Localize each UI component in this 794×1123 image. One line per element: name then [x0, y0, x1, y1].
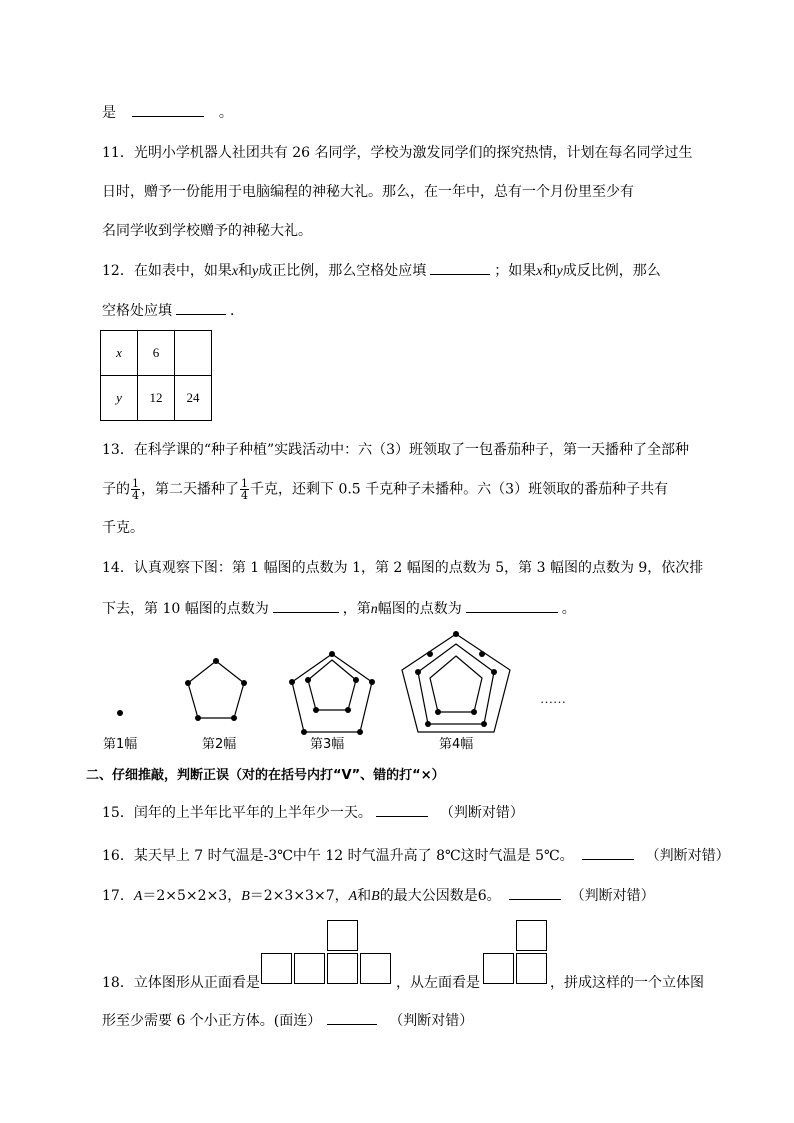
dot [415, 669, 421, 675]
dot [357, 729, 363, 735]
top-line [102, 102, 233, 123]
dot [481, 721, 487, 727]
fraction-numerator: 1 [241, 477, 248, 490]
q13-text: ，第二天播种了 [141, 481, 239, 498]
q15-text: 15．闰年的上半年比平年的上半年少一天。 [102, 805, 372, 821]
q13-text: 子的 [102, 481, 130, 498]
dot [491, 669, 497, 675]
table-cell: 24 [175, 376, 212, 421]
dot [305, 677, 311, 683]
q13-line3: 千克。 [102, 520, 144, 536]
pentagon-fig4-outer [402, 634, 510, 732]
dot [213, 658, 219, 664]
q12-end: ． [230, 303, 244, 319]
dot [353, 677, 359, 683]
fraction [131, 478, 140, 501]
q18-text: 形至少需要 6 个小正方体。(面连） [102, 1013, 322, 1029]
dot [195, 715, 201, 721]
table-cell-blank[interactable] [175, 331, 212, 376]
q13-text: 千克，还剩下 0.5 千克种子未播种。六（3）班领取的番茄种子共有 [250, 481, 669, 498]
table-cell: 6 [138, 331, 175, 376]
answer-blank[interactable] [176, 300, 226, 315]
dot [241, 680, 247, 686]
left-view-grid [483, 920, 549, 986]
q17-tail: （判断对错） [570, 888, 655, 904]
q14-line2 [102, 598, 576, 620]
table-cell: 12 [138, 376, 175, 421]
dot [301, 729, 307, 735]
figure-label: 第3幅 [310, 737, 345, 752]
dot [479, 651, 485, 657]
q12-and: 和 [238, 263, 253, 279]
answer-blank[interactable] [430, 260, 490, 275]
ellipsis: …… [540, 691, 566, 706]
q17-text: 和 [357, 888, 372, 904]
pentagon-fig3-outer [292, 654, 372, 732]
section-heading: 二、仔细推敲，判断正误（对的在括号内打“V”、错的打“×） [86, 768, 445, 783]
table-row [101, 331, 212, 376]
dot [369, 679, 375, 685]
figure-label: 第2幅 [202, 737, 237, 752]
top-line-prefix: 是 [102, 105, 116, 121]
q16-text: 16．某天早上 7 时气温是-3℃中午 12 时气温升高了 8℃这时气温是 5℃。 [102, 848, 574, 864]
dot [313, 707, 319, 713]
dot [471, 709, 477, 715]
var-A: A [133, 889, 143, 904]
q18-text: 18．立体图形从正面看是 [102, 975, 260, 991]
fraction-denominator: 4 [241, 489, 248, 502]
table-cell: x [101, 331, 138, 376]
pentagon-fig2 [188, 661, 244, 718]
figure-label: 第1幅 [103, 737, 138, 752]
var-A: A [348, 889, 358, 904]
var-n: n [370, 602, 378, 617]
fraction-numerator: 1 [132, 477, 139, 490]
table-cell: y [101, 376, 138, 421]
q12-and: 和 [542, 263, 557, 279]
q18-line2 [102, 1010, 473, 1031]
q17-text: ＝2×3×3×7， [249, 888, 349, 904]
q13-line1: 13．在科学课的“种子种植”实践活动中：六（3）班领取了一包番茄种子，第一天播种了全部种 [102, 442, 690, 458]
q18-line1c: ，拼成这样的一个立体图 [550, 975, 704, 991]
q12-line2 [102, 300, 244, 321]
pentagon-fig4-inner [430, 656, 482, 712]
dot [345, 707, 351, 713]
q14-text: 。 [561, 601, 576, 617]
answer-blank[interactable] [466, 598, 558, 613]
xy-table [100, 330, 212, 421]
dot [231, 715, 237, 721]
dot [425, 721, 431, 727]
q14-text: 幅图的点数为 [377, 601, 462, 617]
q14-text: ，第 [342, 601, 371, 617]
dot [427, 651, 433, 657]
q12-line1 [102, 260, 661, 282]
front-view-grid [261, 920, 393, 986]
q17-text: ＝2×5×2×3， [142, 888, 242, 904]
answer-blank[interactable] [273, 598, 339, 613]
q16-tail: （判断对错） [645, 848, 730, 864]
q12-text: 空格处应填 [102, 303, 172, 319]
table-row [101, 376, 212, 421]
answer-blank[interactable] [582, 845, 634, 860]
var-y: y [252, 264, 259, 279]
q17-text: 17． [102, 888, 134, 904]
q16 [102, 845, 730, 866]
dot [329, 651, 335, 657]
q13-line2 [102, 478, 668, 501]
var-B: B [241, 889, 250, 904]
q18-line1 [102, 973, 260, 993]
q12-text: 成反比例，那么 [562, 263, 661, 279]
dot [453, 631, 459, 637]
q17-text: 的最大公因数是6。 [379, 888, 501, 904]
q12-text: 成正比例，那么空格处应填 [258, 263, 427, 279]
var-y: y [556, 264, 563, 279]
dot [117, 710, 123, 716]
q12-text: ；如果 [494, 263, 537, 279]
answer-blank[interactable] [376, 802, 428, 817]
q15 [102, 802, 524, 823]
q18-line1b: ，从左面看是 [396, 975, 480, 991]
pentagon-fig3-inner [308, 660, 356, 710]
q14-text: 下去，第 10 幅图的点数为 [102, 601, 269, 617]
var-x: x [231, 264, 239, 279]
answer-blank[interactable] [509, 885, 561, 900]
fraction-denominator: 4 [132, 489, 139, 502]
top-line-suffix: 。 [218, 105, 233, 121]
q15-tail: （判断对错） [439, 805, 524, 821]
q11-line1: 11．光明小学机器人社团共有 26 名同学，学校为激发同学们的探究热情，计划在每名同学过生 [102, 145, 693, 161]
pentagon-dot-figures [0, 620, 794, 735]
q17 [102, 885, 655, 907]
q11-line2: 日时，赠予一份能用于电脑编程的神秘大礼。那么，在一年中，总有一个月份里至少有 [102, 184, 634, 200]
fraction [240, 478, 249, 501]
answer-blank[interactable] [327, 1010, 377, 1025]
dot [289, 679, 295, 685]
answer-blank[interactable] [132, 102, 204, 117]
figure-label: 第4幅 [439, 737, 474, 752]
q11-line3: 名同学收到学校赠予的神秘大礼。 [102, 223, 312, 239]
dot [185, 680, 191, 686]
var-x: x [536, 264, 543, 279]
q18-tail: （判断对错） [389, 1013, 474, 1029]
var-B: B [371, 889, 380, 904]
q14-line1: 14．认真观察下图：第 1 幅图的点数为 1，第 2 幅图的点数为 5，第 3 幅图的点数为 9，依次排 [102, 560, 704, 576]
dot [435, 709, 441, 715]
q12-text: 12．在如表中，如果 [102, 263, 232, 279]
